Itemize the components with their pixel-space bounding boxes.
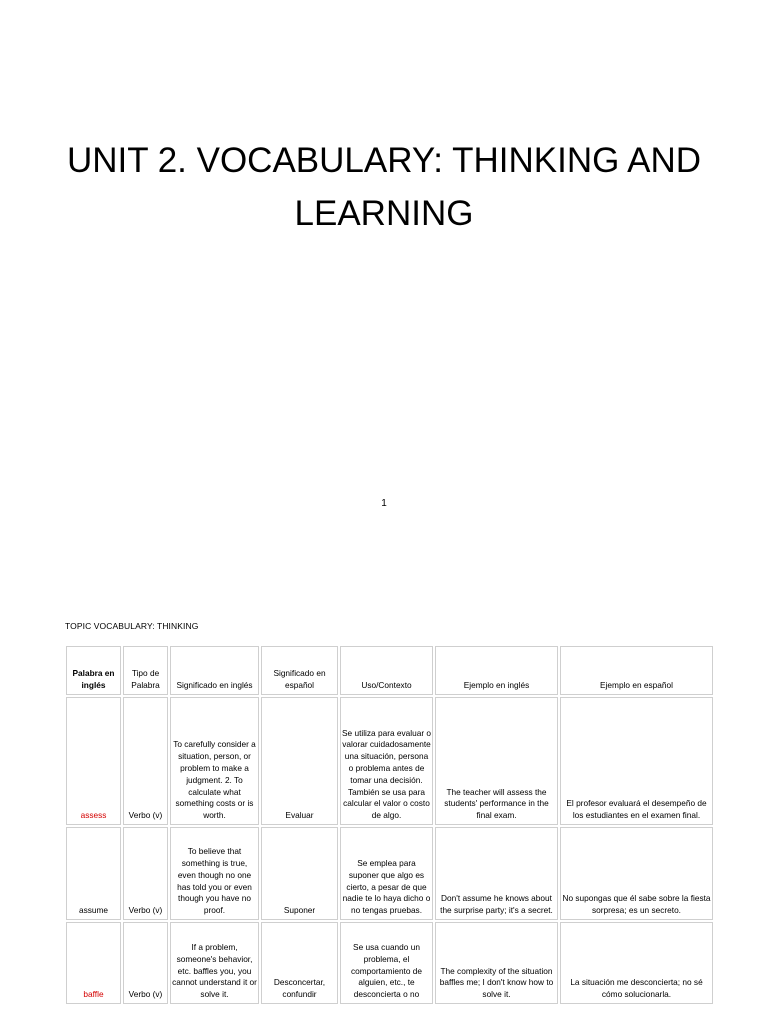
column-header-example-en: Ejemplo en inglés [435,646,558,695]
cell-example-en: The teacher will assess the students' performance in the final exam. [435,697,558,825]
cell-example-en: The complexity of the situation baffles me; I don't know how to solve it. [435,922,558,1004]
cell-meaning-es: Evaluar [261,697,338,825]
table-header-row [66,646,713,695]
cell-word: assume [66,827,121,920]
cell-example-es: La situación me desconcierta; no sé cómo solucionarla. [560,922,713,1004]
column-header-usage: Uso/Contexto [340,646,433,695]
cell-word: baffle [66,922,121,1004]
page-number: 1 [381,498,387,509]
cell-usage: Se emplea para suponer que algo es cierto, a pesar de que nadie te lo haya dicho o no tengas pruebas. [340,827,433,920]
vocabulary-table [64,644,715,1006]
cell-word: assess [66,697,121,825]
cell-example-es: El profesor evaluará el desempeño de los estudiantes en el examen final. [560,697,713,825]
cell-example-en: Don't assume he knows about the surprise party; it's a secret. [435,827,558,920]
cell-meaning-es: Desconcertar, confundir [261,922,338,1004]
column-header-meaning-es: Significado en español [261,646,338,695]
cell-type: Verbo (v) [123,827,168,920]
column-header-meaning-en: Significado en inglés [170,646,259,695]
cell-meaning-en: To carefully consider a situation, person, or problem to make a judgment. 2. To calculate what something costs or is worth. [170,697,259,825]
page-title: UNIT 2. VOCABULARY: THINKING AND LEARNING [66,141,702,233]
table-row [66,922,713,1004]
cell-usage: Se utiliza para evaluar o valorar cuidadosamente una situación, persona o problema antes de tomar una decisión. También se usa para calcular el valor o costo de algo. [340,697,433,825]
cell-meaning-en: If a problem, someone's behavior, etc. baffles you, you cannot understand it or solve it. [170,922,259,1004]
cell-usage: Se usa cuando un problema, el comportamiento de alguien, etc., te desconcierta o no [340,922,433,1004]
column-header-example-es: Ejemplo en español [560,646,713,695]
table-row [66,697,713,825]
cell-type: Verbo (v) [123,697,168,825]
cell-type: Verbo (v) [123,922,168,1004]
column-header-word: Palabra en inglés [66,646,121,695]
section-label: TOPIC VOCABULARY: THINKING [65,621,199,631]
column-header-type: Tipo de Palabra [123,646,168,695]
table-row [66,827,713,920]
cell-meaning-en: To believe that something is true, even though no one has told you or even though you have no proof. [170,827,259,920]
cell-meaning-es: Suponer [261,827,338,920]
cell-example-es: No supongas que él sabe sobre la fiesta sorpresa; es un secreto. [560,827,713,920]
